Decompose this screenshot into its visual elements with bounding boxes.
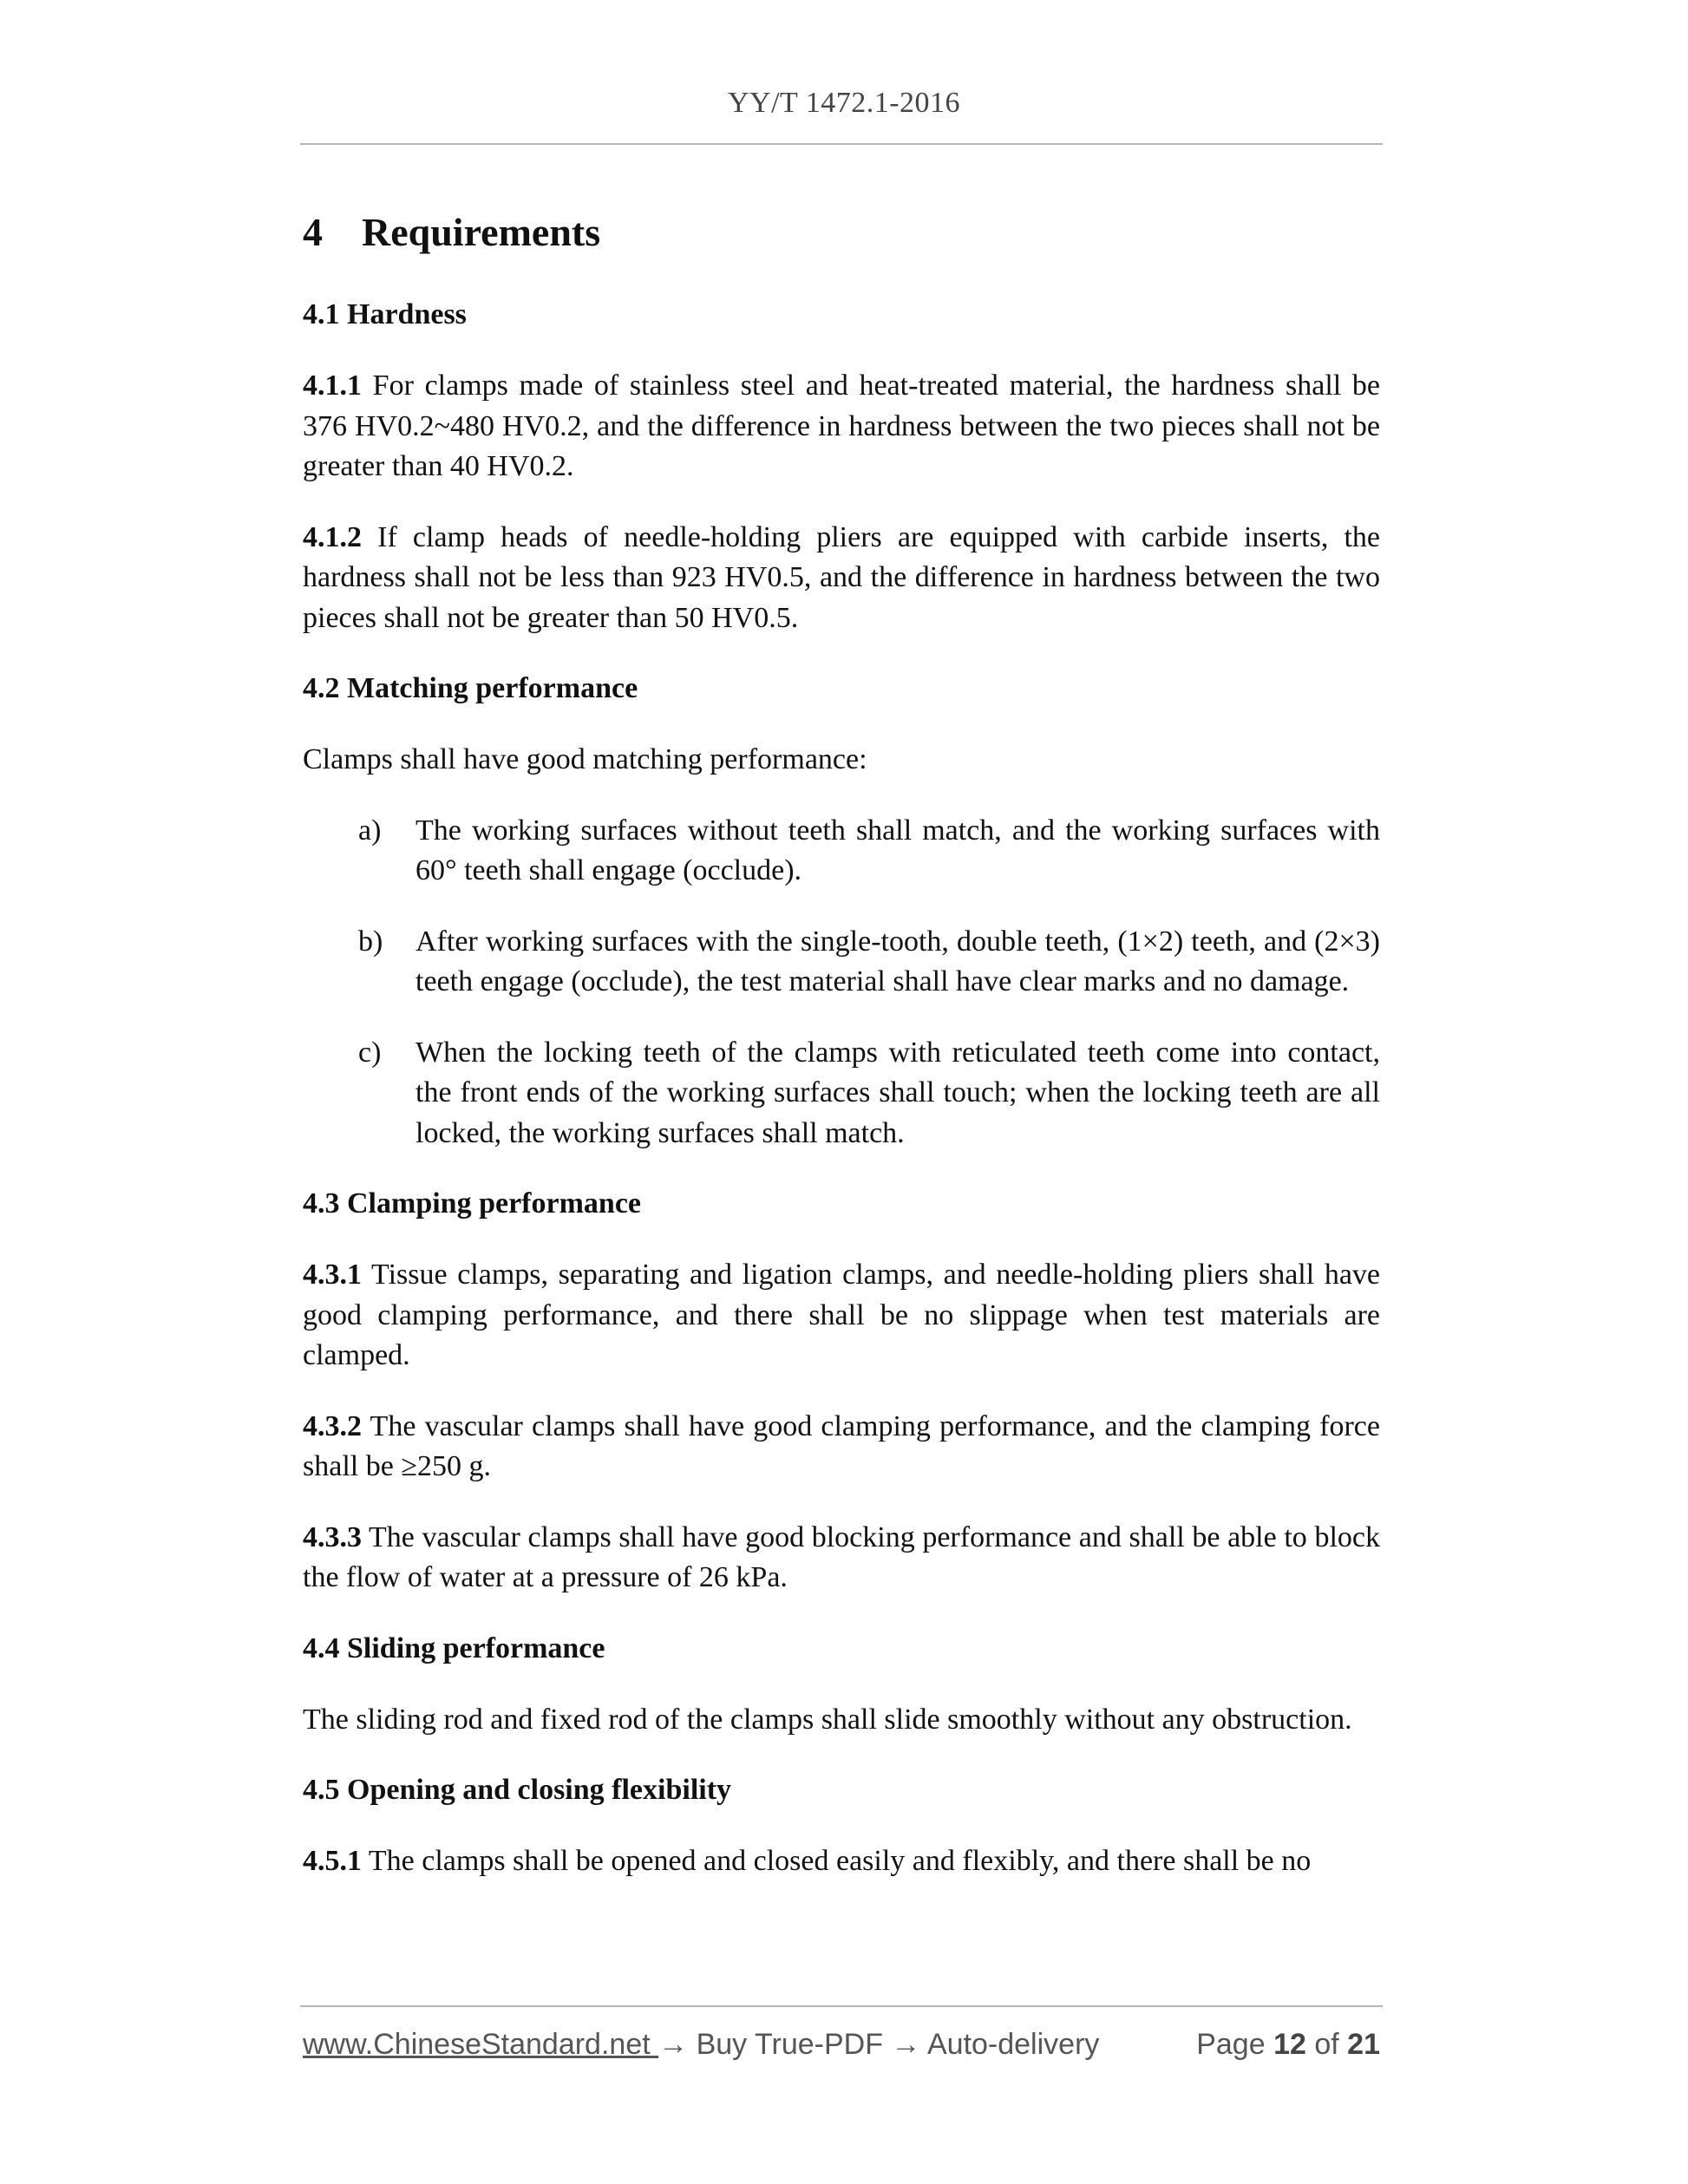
footer-divider — [300, 2005, 1383, 2007]
clause-text: The vascular clamps shall have good blocking performance and shall be able to block the flow of water at a pressure of 26 kPa. — [303, 1520, 1380, 1593]
section-heading-4-2: 4.2 Matching performance — [303, 672, 638, 704]
clause-number: 4.1.2 — [303, 520, 362, 553]
document-body — [303, 205, 1380, 1913]
list-item-text: When the locking teeth of the clamps with reticulated teeth come into contact, the front ends of the working surfaces shall touch; when the locking teeth are all locked, the working surfaces shall match. — [415, 1036, 1380, 1149]
page-total: 21 — [1347, 2028, 1380, 2061]
section-heading-4-4: 4.4 Sliding performance — [303, 1631, 605, 1664]
header-standard-id: YY/T 1472.1-2016 — [727, 87, 961, 119]
list-marker: c) — [358, 1036, 382, 1069]
clause-text: For clamps made of stainless steel and heat-treated material, the hardness shall be 376 HV0.2~480 HV0.2, and the difference in hardness between the two pieces shall not be greater than 40 HV0.2. — [303, 369, 1380, 482]
header-divider — [300, 143, 1383, 145]
list-item — [303, 922, 1380, 1003]
section-heading-4-3: 4.3 Clamping performance — [303, 1187, 642, 1220]
clause-text: Tissue clamps, separating and ligation clamps, and needle-holding pliers shall have good clamping performance, and there shall be no slippage when test materials are clamped. — [303, 1259, 1380, 1371]
clause-4-3-3 — [303, 1518, 1380, 1599]
clause-number: 4.3.3 — [303, 1520, 362, 1553]
list-item-text: After working surfaces with the single-tooth, double teeth, (1×2) teeth, and (2×3) teeth engage (occlude), the test material shall have clear marks and no damage. — [415, 925, 1380, 997]
section-4-2-intro: Clamps shall have good matching performance: — [303, 743, 867, 775]
clause-4-3-2 — [303, 1407, 1380, 1488]
website-link[interactable]: www.ChineseStandard.net — [303, 2028, 659, 2061]
list-item-text: The working surfaces without teeth shall match, and the working surfaces with 60° teeth shall engage (occlude). — [415, 814, 1380, 886]
list-marker: b) — [358, 925, 383, 958]
page-current: 12 — [1273, 2028, 1306, 2061]
clause-number: 4.3.2 — [303, 1409, 362, 1442]
clause-number: 4.3.1 — [303, 1259, 362, 1291]
clause-number: 4.1.1 — [303, 369, 362, 402]
page-indicator — [1196, 2024, 1380, 2064]
chapter-heading — [303, 205, 1380, 260]
section-4-4-text: The sliding rod and fixed rod of the clamps shall slide smoothly without any obstruction. — [303, 1703, 1352, 1736]
page-label: Page — [1196, 2028, 1266, 2061]
clause-number: 4.5.1 — [303, 1845, 362, 1877]
footer-promo-text: → Buy True-PDF → Auto-delivery — [658, 2028, 1100, 2061]
chapter-title: Requirements — [362, 210, 601, 254]
section-heading-4-1: 4.1 Hardness — [303, 298, 467, 330]
footer-promo — [303, 2024, 1099, 2064]
clause-text: The vascular clamps shall have good clamping performance, and the clamping force shall be ≥250 g. — [303, 1409, 1380, 1482]
clause-4-1-2 — [303, 518, 1380, 639]
chapter-number: 4 — [303, 210, 323, 254]
list-item — [303, 1033, 1380, 1154]
section-heading-4-5: 4.5 Opening and closing flexibility — [303, 1774, 732, 1806]
clause-text: The clamps shall be opened and closed easily and flexibly, and there shall be no — [362, 1845, 1312, 1877]
list-item — [303, 811, 1380, 892]
clause-4-5-1 — [303, 1841, 1380, 1882]
list-marker: a) — [358, 814, 382, 847]
clause-text: If clamp heads of needle-holding pliers are equipped with carbide inserts, the hardness shall not be less than 923 HV0.5, and the difference in hardness between the two pieces shall not be greater than 50 HV0.5. — [303, 520, 1380, 634]
clause-4-1-1 — [303, 366, 1380, 487]
clause-4-3-1 — [303, 1255, 1380, 1376]
page-of-label: of — [1314, 2028, 1339, 2061]
